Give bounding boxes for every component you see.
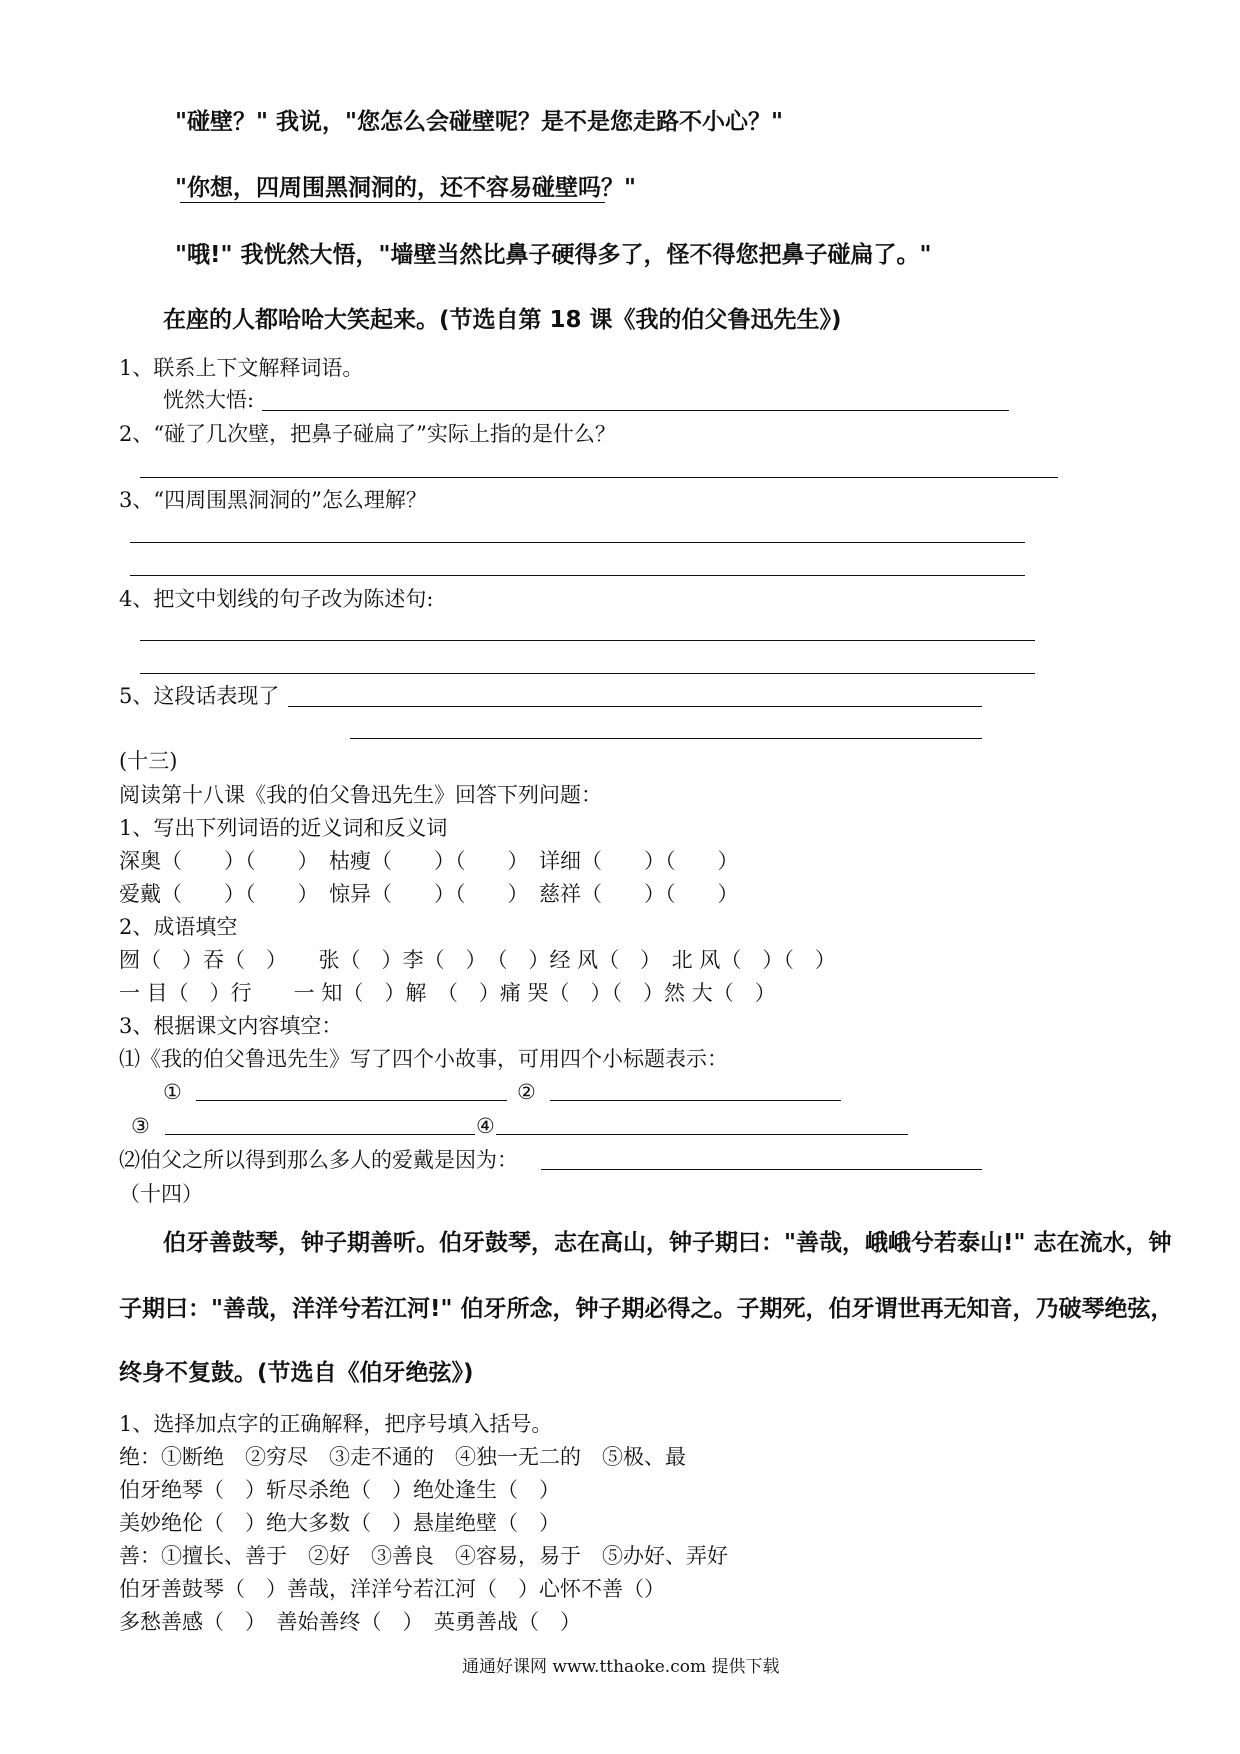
answer-line [550,1100,841,1101]
answer-line [196,1100,507,1101]
exercise-row: 伯牙绝琴（ ）斩尽杀绝（ ）绝处逢生（ ） [119,1478,560,1502]
synonym-row: 爱戴（ ）（ ） 惊异（ ）（ ） 慈祥（ ）（ ） [119,882,739,906]
passage-source: 终身不复鼓。(节选自《伯牙绝弦》) [119,1360,474,1386]
idiom-row: 一 目（ ）行 一 知（ ）解 （ ）痛 哭（ ）（ ）然 大（ ） [119,981,776,1005]
section-13-heading: (十三) [119,749,178,773]
section-13-intro: 阅读第十八课《我的伯父鲁迅先生》回答下列问题： [119,783,602,807]
passage-paragraph: 伯牙善鼓琴，钟子期善听。伯牙鼓琴，志在高山，钟子期曰："善哉，峨峨兮若泰山!" 志在流水，钟 [163,1230,1172,1256]
subtitle-marker: ① [163,1080,182,1104]
passage-paragraph: "碰壁？" 我说，"您怎么会碰壁呢？是不是您走路不小心？" [175,109,783,135]
passage-paragraph-underlined: "你想，四周围黑洞洞的，还不容易碰壁吗？" [175,175,636,201]
answer-line [140,673,1035,674]
subtitle-marker: ② [517,1080,536,1104]
section-13-q3-2: ⑵伯父之所以得到那么多人的爱戴是因为： [119,1148,518,1172]
answer-line [130,542,1025,543]
definition-line: 善：①擅长、善于 ②好 ③善良 ④容易，易于 ⑤办好、弄好 [119,1544,728,1568]
subtitle-marker: ③ [131,1114,150,1138]
exercise-row: 美妙绝伦（ ）绝大多数（ ）悬崖绝壁（ ） [119,1511,560,1535]
question-3: 3、“四周围黑洞洞的”怎么理解？ [119,488,427,512]
section-14-heading: （十四） [119,1182,203,1206]
answer-line [350,738,982,739]
subtitle-marker: ④ [476,1114,495,1138]
exercise-row: 伯牙善鼓琴（ ）善哉，洋洋兮若江河（ ）心怀不善（） [119,1577,665,1601]
question-1-word: 恍然大悟: [163,388,255,412]
answer-line [140,640,1035,641]
exercise-row: 多愁善感（ ） 善始善终（ ） 英勇善战（ ） [119,1610,581,1634]
answer-line [541,1169,982,1170]
passage-source: 在座的人都哈哈大笑起来。(节选自第 18 课《我的伯父鲁迅先生》) [163,307,842,333]
definition-line: 绝：①断绝 ②穷尽 ③走不通的 ④独一无二的 ⑤极、最 [119,1445,686,1469]
sentence-underline [180,202,605,203]
question-5: 5、这段话表现了 [119,684,280,708]
passage-paragraph: "哦!" 我恍然大悟，"墙壁当然比鼻子硬得多了，怪不得您把鼻子碰扁了。" [175,242,932,268]
section-13-q2: 2、成语填空 [119,915,238,939]
answer-line [288,706,982,707]
section-13-q1: 1、写出下列词语的近义词和反义词 [119,816,448,840]
synonym-row: 深奥（ ）（ ） 枯瘦（ ）（ ） 详细（ ）（ ） [119,849,739,873]
passage-paragraph: 子期曰："善哉，洋洋兮若江河!" 伯牙所念，钟子期必得之。子期死，伯牙谓世再无知音，乃破琴绝弦， [119,1296,1174,1322]
section-13-q3: 3、根据课文内容填空： [119,1014,343,1038]
question-2: 2、“碰了几次壁，把鼻子碰扁了”实际上指的是什么？ [119,422,616,446]
answer-line [165,1134,475,1135]
idiom-row: 囫（ ）吞（ ） 张（ ）李（ ） （ ）经 风（ ） 北 风（ ）（ ） [119,948,836,972]
answer-line [130,575,1025,576]
answer-line [496,1134,908,1135]
answer-line [140,477,1058,478]
section-13-q3-1: ⑴《我的伯父鲁迅先生》写了四个小故事，可用四个小标题表示： [119,1047,728,1071]
page-footer: 通通好课网 www.tthaoke.com 提供下载 [462,1657,780,1677]
answer-line [262,410,1009,411]
question-1: 1、联系上下文解释词语。 [119,356,364,380]
question-4: 4、把文中划线的句子改为陈述句: [119,587,434,611]
section-14-q1: 1、选择加点字的正确解释，把序号填入括号。 [119,1412,553,1436]
